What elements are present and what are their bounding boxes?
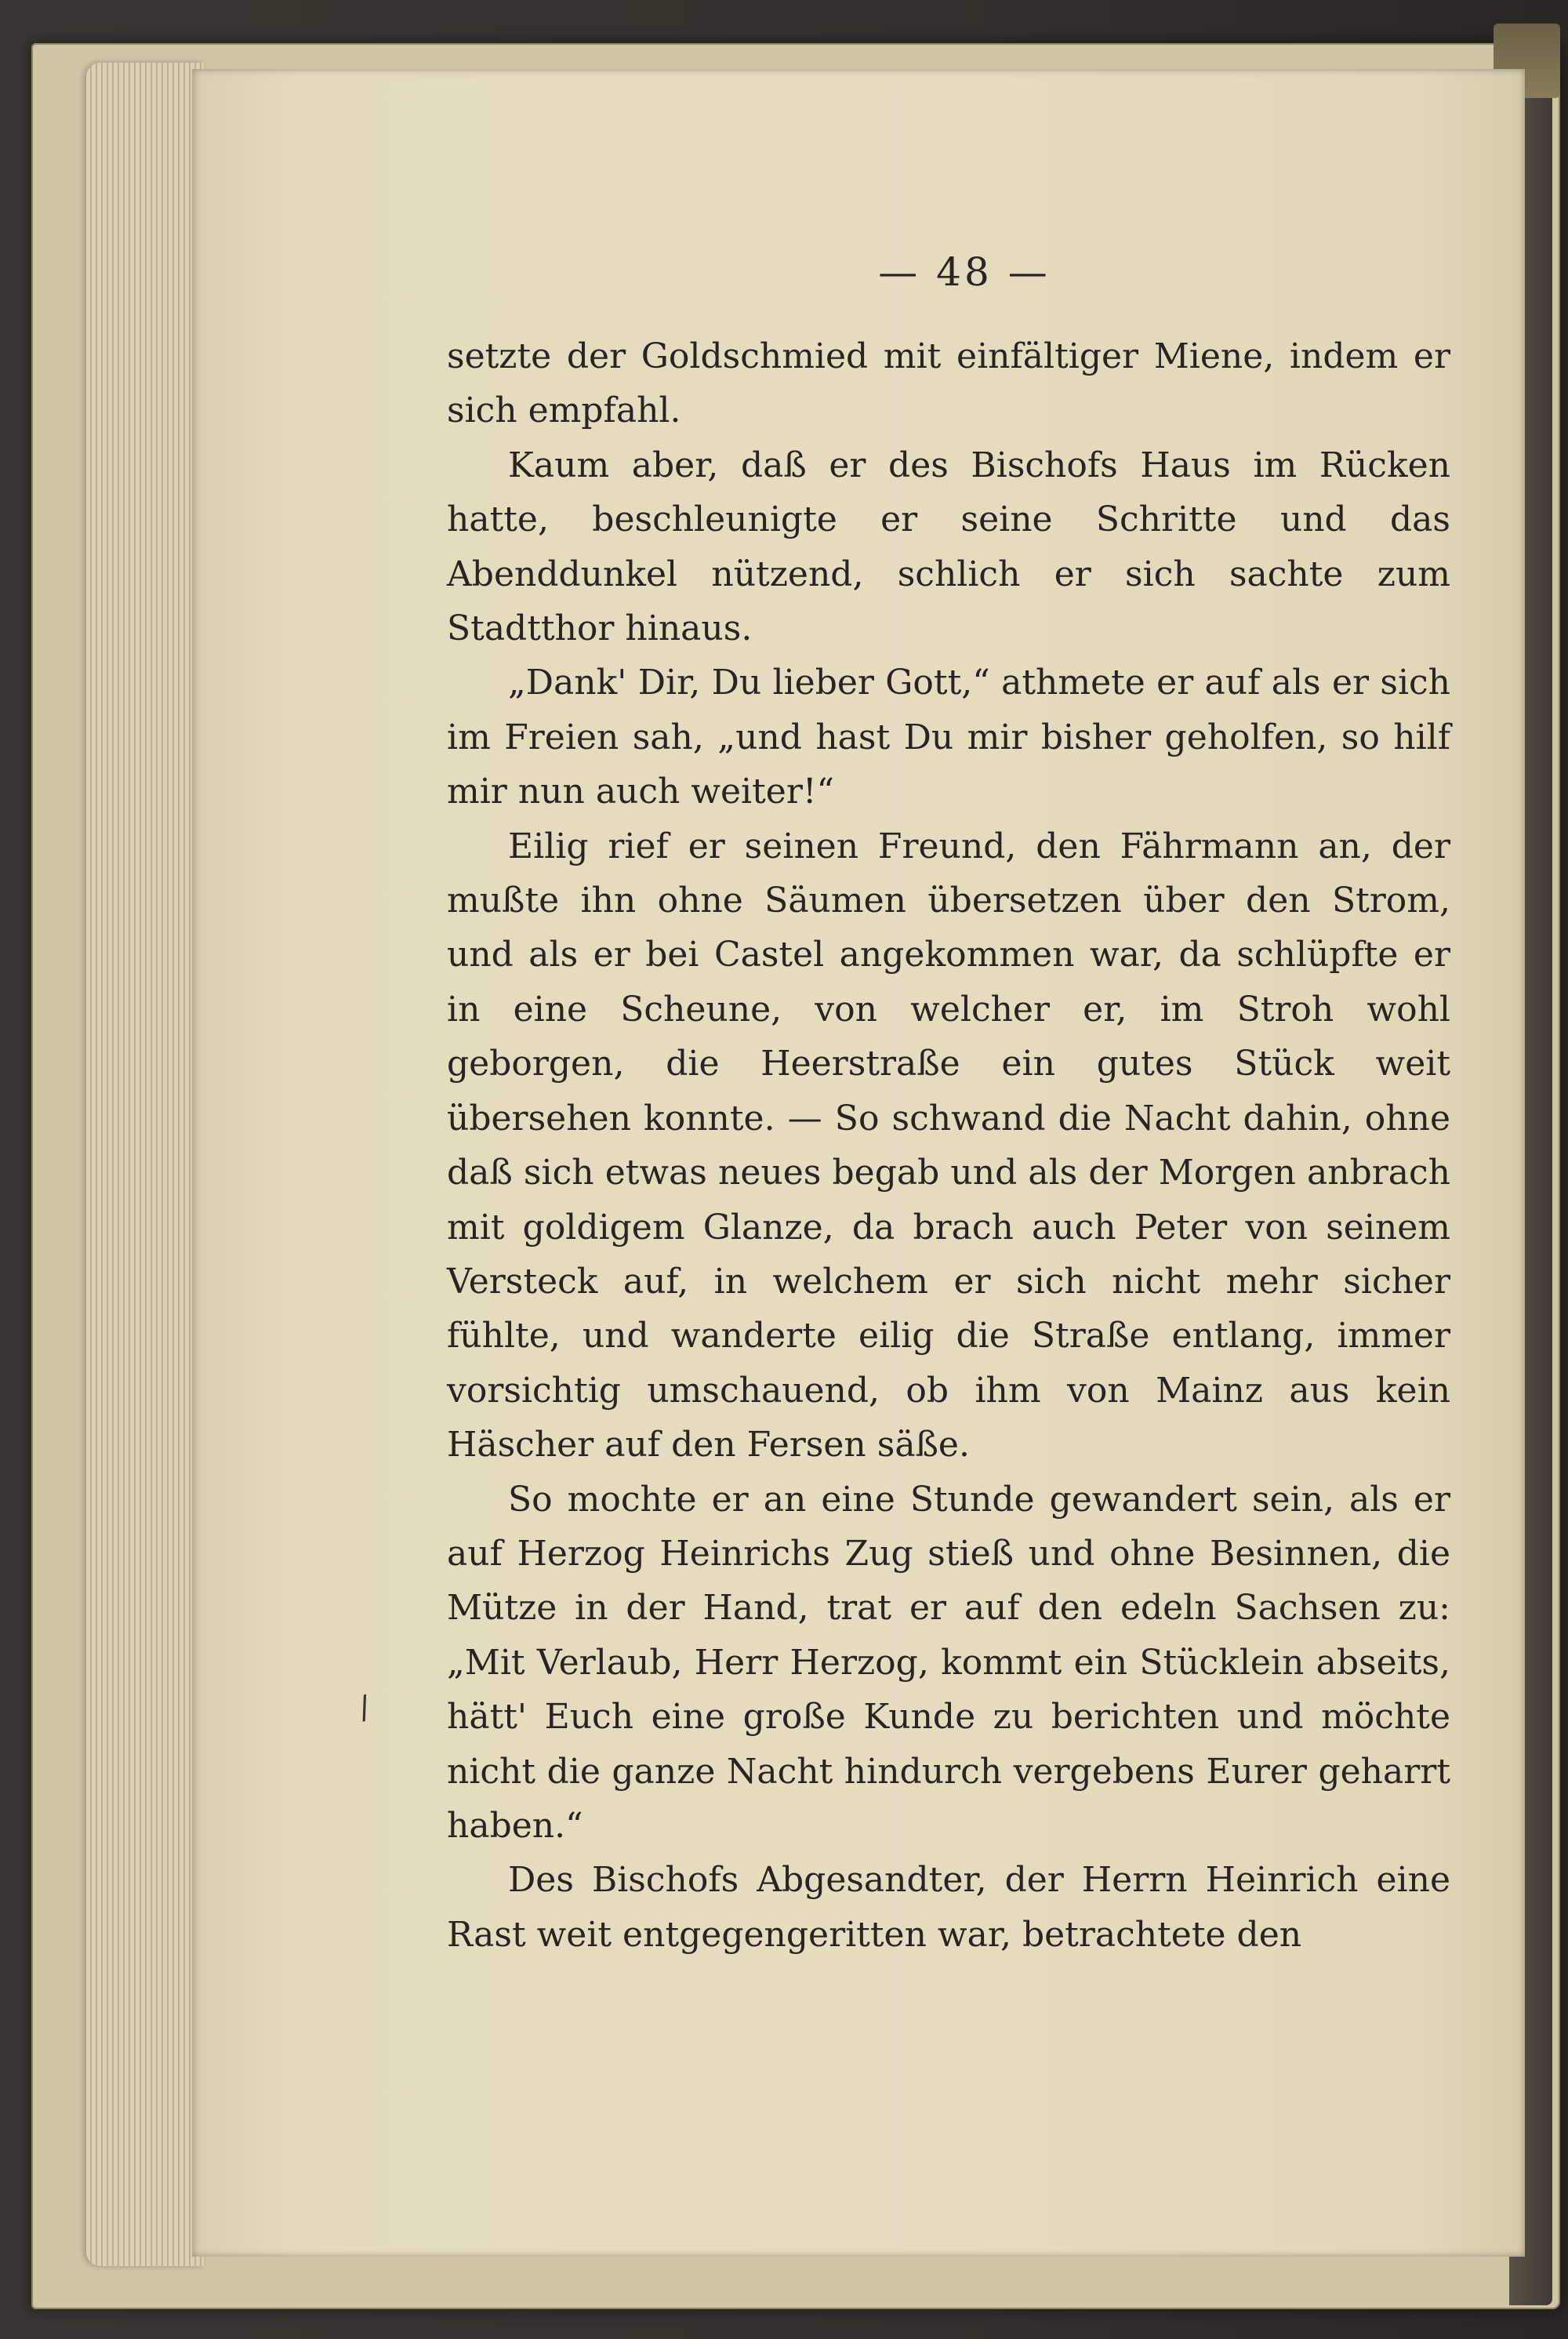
paragraph: setzte der Goldschmied mit einfältiger Miene, indem er sich empfahl. xyxy=(447,336,1450,431)
paragraph: Des Bischofs Abgesandter, der Herrn Heinrich eine Rast weit entgegengeritten war, betrachtete den xyxy=(447,1860,1450,1955)
paragraph: Kaum aber, daß er des Bischofs Haus im Rücken hatte, beschleunigte er seine Schritte und das Abenddunkel nützend, schlich er sich sachte zum Stadtthor hinaus. xyxy=(447,445,1450,649)
page-body-text xyxy=(447,329,1450,1962)
margin-pencil-mark: / xyxy=(354,1689,375,1727)
page-edges xyxy=(86,63,204,2266)
page-number-header: — 48 — xyxy=(878,249,1051,295)
paragraph: „Dank' Dir, Du lieber Gott,“ athmete er auf als er sich im Freien sah, „und hast Du mir bisher geholfen, so hilf mir nun auch weiter!“ xyxy=(447,663,1450,812)
paragraph: So mochte er an eine Stunde gewandert sein, als er auf Herzog Heinrichs Zug stieß und ohne Besinnen, die Mütze in der Hand, trat er auf den edeln Sachsen zu: „Mit Verlaub, Herr Herzog, kommt ein Stücklein abseits, hätt' Euch eine große Kunde zu berichten und möchte nicht die ganze Nacht hindurch vergebens Eurer geharrt haben.“ xyxy=(447,1479,1450,1846)
paragraph: Eilig rief er seinen Freund, den Fährmann an, der mußte ihn ohne Säumen übersetzen über den Strom, und als er bei Castel angekommen war, da schlüpfte er in eine Scheune, von welcher er, im Stroh wohl geborgen, die Heerstraße ein gutes Stück weit übersehen konnte. — So schwand die Nacht dahin, ohne daß sich etwas neues begab und als der Morgen anbrach mit goldigem Glanze, da brach auch Peter von seinem Versteck auf, in welchem er sich nicht mehr sicher fühlte, und wanderte eilig die Straße entlang, immer vorsichtig umschauend, ob ihm von Mainz aus kein Häscher auf den Fersen säße. xyxy=(447,826,1450,1466)
